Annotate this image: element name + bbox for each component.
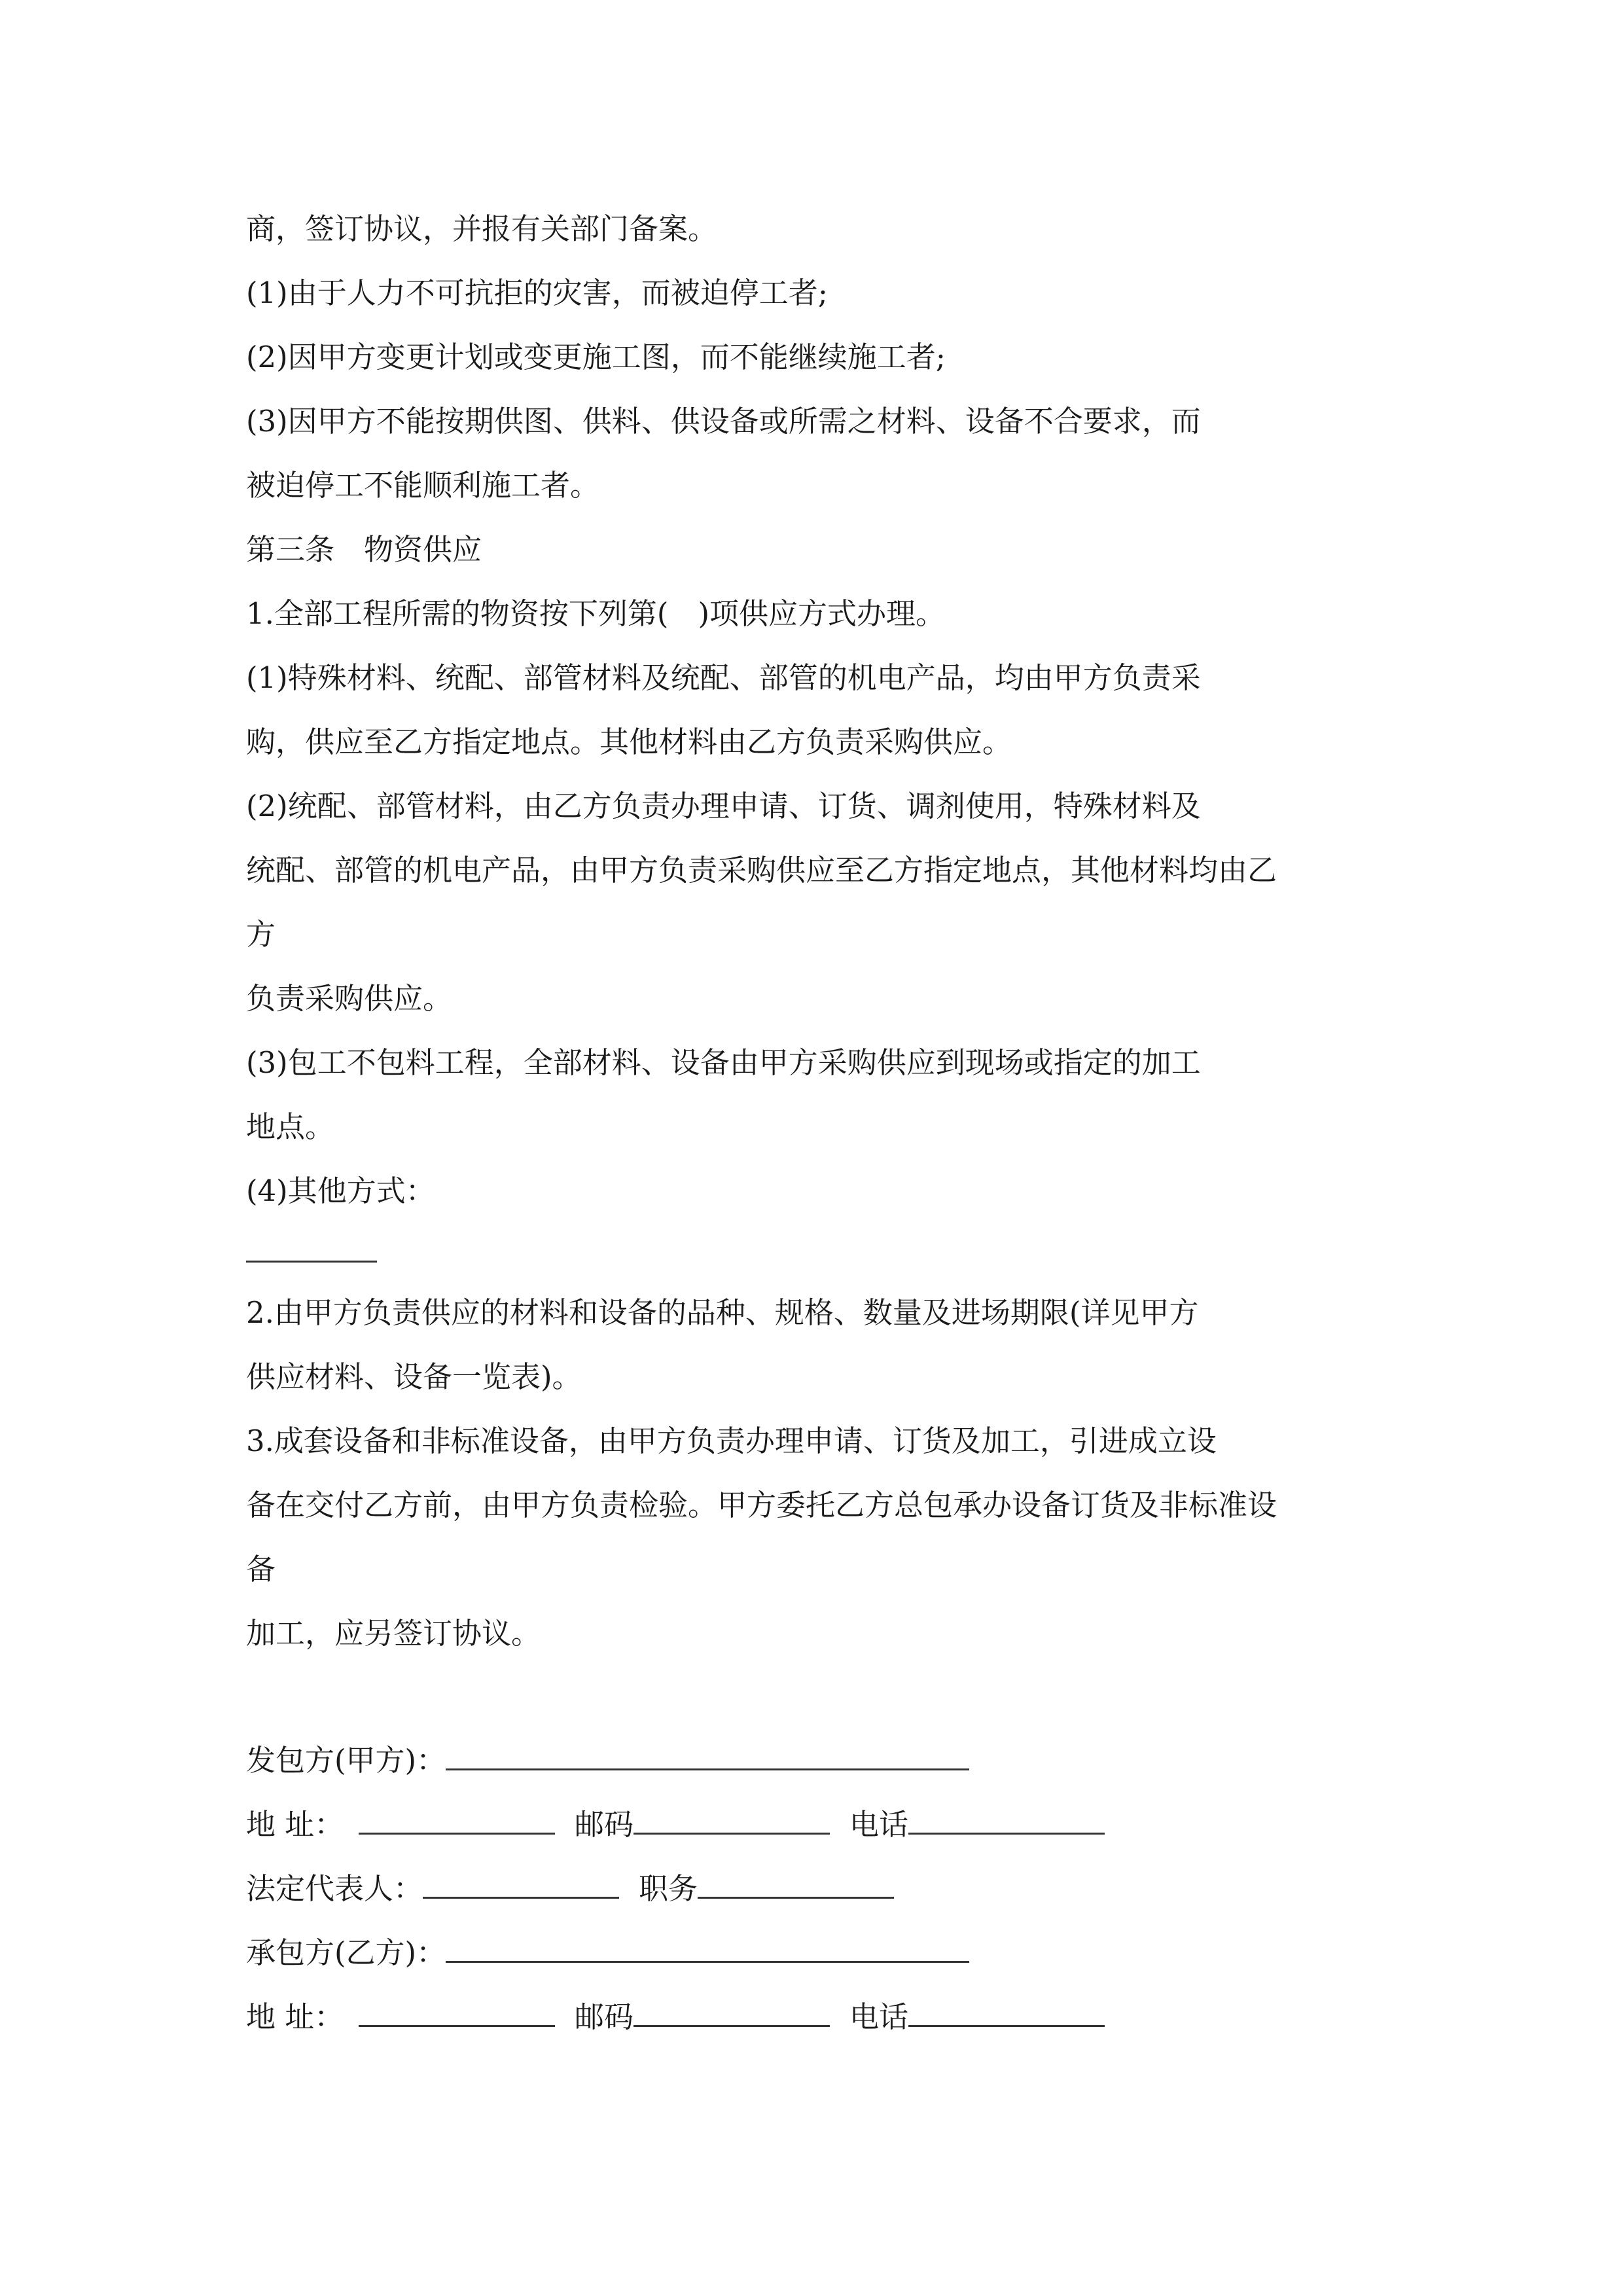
paragraph: 备: [246, 1552, 276, 1587]
paragraph: (3)包工不包料工程，全部材料、设备由甲方采购供应到现场或指定的加工: [246, 1045, 1201, 1080]
paragraph: 商，签订协议，并报有关部门备案。: [246, 211, 718, 246]
paragraph: (2)统配、部管材料，由乙方负责办理申请、订货、调剂使用，特殊材料及: [246, 789, 1201, 823]
fill-in-blank-rule: [246, 1261, 377, 1263]
paragraph: 加工，应另签订协议。: [246, 1616, 541, 1651]
paragraph: 1.全部工程所需的物资按下列第( )项供应方式办理。: [246, 596, 946, 631]
paragraph: (2)因甲方变更计划或变更施工图，而不能继续施工者;: [246, 340, 946, 374]
party-b-field: [446, 1932, 969, 1963]
paragraph: 负责采购供应。: [246, 981, 453, 1016]
party-b-row: [246, 1932, 969, 1971]
position-field: [698, 1868, 894, 1899]
paragraph: 2.由甲方负责供应的材料和设备的品种、规格、数量及进场期限(详见甲方: [246, 1295, 1199, 1330]
phone-label: 电话: [849, 1807, 909, 1842]
paragraph: (1)由于人力不可抗拒的灾害，而被迫停工者;: [246, 276, 828, 310]
party-a-label: 发包方(甲方)：: [246, 1743, 446, 1778]
legal-rep-label: 法定代表人：: [246, 1871, 423, 1906]
address-field: [359, 1996, 555, 2027]
phone-label: 电话: [849, 2000, 909, 2034]
paragraph: 被迫停工不能顺利施工者。: [246, 468, 600, 503]
paragraph: 地点。: [246, 1109, 335, 1144]
postcode-label: 邮码: [575, 1807, 634, 1842]
paragraph: (4)其他方式：: [246, 1174, 435, 1208]
section-heading: 第三条 物资供应: [246, 532, 482, 567]
address-label: 地 址：: [246, 1807, 344, 1842]
paragraph: 供应材料、设备一览表)。: [246, 1359, 582, 1394]
party-b-address-row: [246, 1996, 1105, 2036]
paragraph: 购，供应至乙方指定地点。其他材料由乙方负责采购供应。: [246, 725, 1012, 759]
party-a-address-row: [246, 1804, 1105, 1843]
position-label: 职务: [639, 1871, 698, 1906]
legal-rep-row: [246, 1868, 894, 1907]
paragraph: 方: [246, 917, 276, 952]
phone-field: [908, 1996, 1105, 2027]
party-a-field: [446, 1740, 969, 1770]
postcode-label: 邮码: [575, 2000, 634, 2034]
paragraph: 3.成套设备和非标准设备，由甲方负责办理申请、订货及加工，引进成立设: [246, 1424, 1217, 1458]
postcode-field: [633, 1804, 830, 1835]
postcode-field: [633, 1996, 830, 2027]
address-label: 地 址：: [246, 2000, 344, 2034]
party-a-row: [246, 1740, 969, 1779]
phone-field: [908, 1804, 1105, 1835]
paragraph: (1)特殊材料、统配、部管材料及统配、部管的机电产品，均由甲方负责采: [246, 660, 1201, 695]
legal-rep-field: [423, 1868, 619, 1899]
paragraph: 备在交付乙方前，由甲方负责检验。甲方委托乙方总包承办设备订货及非标准设: [246, 1488, 1277, 1522]
paragraph: (3)因甲方不能按期供图、供料、供设备或所需之材料、设备不合要求，而: [246, 404, 1201, 439]
paragraph: 统配、部管的机电产品，由甲方负责采购供应至乙方指定地点，其他材料均由乙: [246, 853, 1277, 888]
party-b-label: 承包方(乙方)：: [246, 1935, 446, 1970]
address-field: [359, 1804, 555, 1835]
